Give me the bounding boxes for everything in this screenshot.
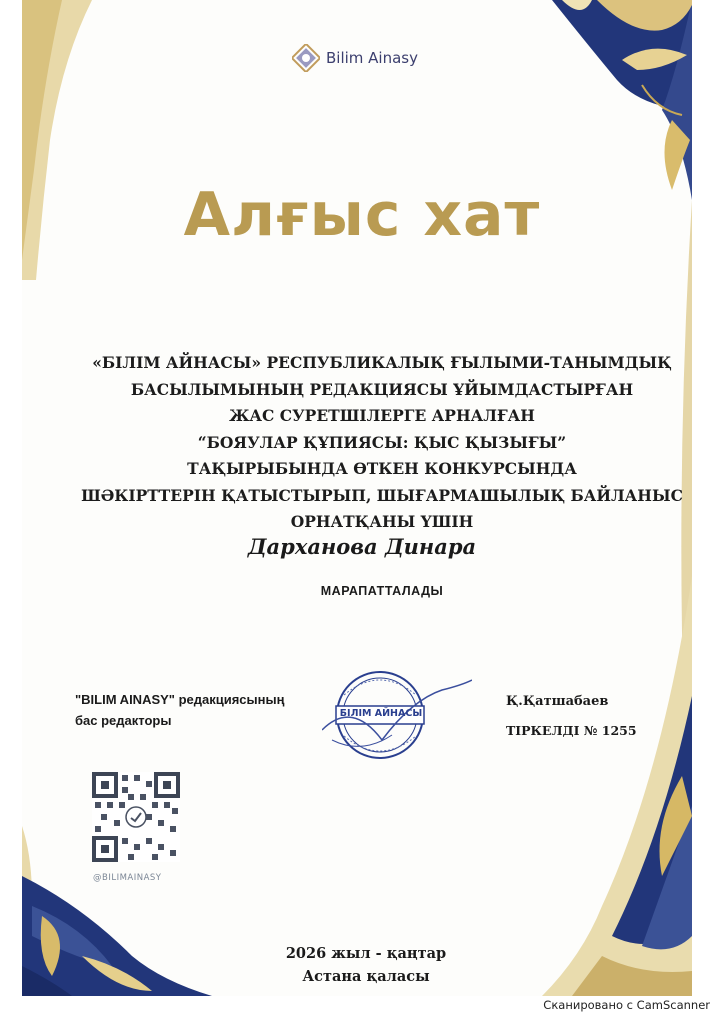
registration-number: ТІРКЕЛДІ № 1255 bbox=[506, 723, 637, 738]
footer-date: 2026 жыл - қаңтар bbox=[285, 945, 447, 962]
body-line: БАСЫЛЫМЫНЫҢ РЕДАКЦИЯСЫ ҰЙЫМДАСТЫРҒАН bbox=[130, 379, 634, 399]
recipient-name: Дарханова Динара bbox=[247, 534, 477, 559]
bottom-right-ornament bbox=[542, 576, 692, 996]
editor-title bbox=[75, 689, 284, 731]
qr-code bbox=[92, 772, 180, 866]
qr-code-icon bbox=[92, 772, 180, 862]
scanner-watermark: Сканировано с CamScanner bbox=[543, 998, 710, 1012]
footer-city: Астана қаласы bbox=[302, 968, 430, 985]
body-line: ШӘКІРТТЕРІН ҚАТЫСТЫРЫП, ШЫҒАРМАШЫЛЫҚ БАЙЛАНЫС bbox=[81, 485, 683, 505]
body-line: «БІЛІМ АЙНАСЫ» РЕСПУБЛИКАЛЫҚ ҒЫЛЫМИ-ТАНЫМДЫҚ bbox=[92, 353, 672, 372]
certificate-body bbox=[62, 350, 702, 536]
footer bbox=[0, 942, 724, 988]
editor-line-1: "BILIM AINASY" редакциясының bbox=[75, 692, 285, 707]
body-line: ТАҚЫРЫБЫНДА ӨТКЕН КОНКУРСЫНДА bbox=[187, 459, 577, 478]
stamp-text: БІЛІМ АЙНАСЫ bbox=[339, 708, 423, 719]
signer-name: Қ.Қатшабаев bbox=[506, 694, 609, 709]
body-line: ЖАС СУРЕТШІЛЕРГЕ АРНАЛҒАН bbox=[229, 406, 535, 425]
body-line: ОРНАТҚАНЫ ҮШІН bbox=[290, 512, 474, 531]
body-line: “БОЯУЛАР ҚҰПИЯСЫ: ҚЫС ҚЫЗЫҒЫ” bbox=[197, 432, 567, 452]
qr-label: @BILIMAINASY bbox=[93, 873, 162, 883]
official-stamp bbox=[322, 660, 472, 774]
certificate-title: Алғыс хат bbox=[183, 180, 541, 250]
bilim-ainasy-logo bbox=[292, 44, 418, 72]
book-logo-icon bbox=[292, 44, 320, 72]
logo-text: Bilim Ainasy bbox=[326, 49, 418, 67]
editor-line-2: бас редакторы bbox=[75, 713, 172, 728]
award-text: МАРАПАТТАЛАДЫ bbox=[320, 584, 444, 598]
